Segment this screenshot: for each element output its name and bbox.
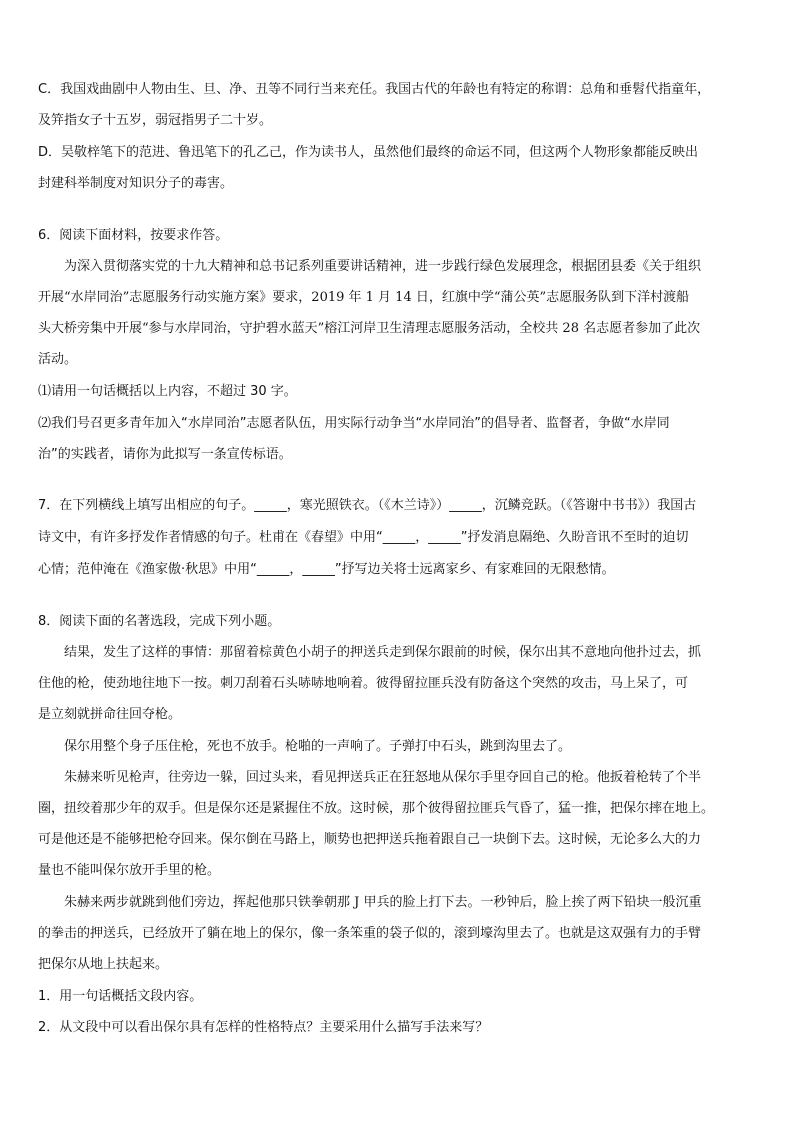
q8-passage-line: 朱赫来听见枪声，往旁边一躲，回过头来，看见押送兵正在狂怒地从保尔手里夺回自己的枪。他扳着枪转了个半 (64, 770, 702, 785)
q8-stem: 8．阅读下面的名著选段，完成下列小题。 (38, 614, 281, 629)
q6-material-line: 头大桥旁集中开展“参与水岸同治，守护碧水蓝天”榕江河岸卫生清理志愿服务活动，全校共 28 名志愿者参加了此次 (38, 321, 701, 336)
q8-passage-line: 把保尔从地上扶起来。 (38, 957, 169, 972)
q8-passage-line: 可是他还是不能够把枪夺回来。保尔倒在马路上，顺势也把押送兵拖着跟自己一块倒下去。这时候，无论多么大的力 (38, 832, 702, 847)
q6-sub1: ⑴请用一句话概括以上内容，不超过 30 字。 (38, 384, 297, 399)
q7-line3: 心情；范仲淹在《渔家傲·秋思》中用“_____，_____”抒写边关将士远离家乡、有家难回的无限愁情。 (38, 562, 615, 577)
q5-option-d-line2: 封建科举制度对知识分子的毒害。 (38, 176, 234, 191)
q8-sub1: 1．用一句话概括文段内容。 (38, 989, 203, 1004)
q8-passage-line: 住他的枪，使劲地往地下一按。刺刀刮着石头哧哧地响着。彼得留拉匪兵没有防备这个突然的攻击，马上呆了，可 (38, 676, 689, 691)
q5-option-d-line1: D．吴敬梓笔下的范进、鲁迅笔下的孔乙己，作为读书人，虽然他们最终的命运不同，但这两个人物形象都能反映出 (38, 145, 699, 160)
q8-passage-line: 的拳击的押送兵，已经放开了躺在地上的保尔，像一条笨重的袋子似的，滚到壕沟里去了。也就是这双强有力的手臂 (38, 926, 702, 941)
q8-passage-line: 保尔用整个身子压住枪，死也不放手。枪啪的一声响了。子弹打中石头，跳到沟里去了。 (64, 739, 572, 754)
q7-line1: 7．在下列横线上填写出相应的句子。_____，寒光照铁衣。（《木兰诗》）_____，沉鳞竞跃。（《答谢中书书》）我国古 (38, 498, 697, 513)
q8-passage-line: 朱赫来两步就跳到他们旁边，挥起他那只铁拳朝那 J 甲兵的脸上打下去。一秒钟后，脸上挨了两下铅块一般沉重 (64, 895, 702, 910)
q8-passage-line: 结果，发生了这样的事情：那留着棕黄色小胡子的押送兵走到保尔跟前的时候，保尔出其不意地向他扑过去，抓 (64, 645, 702, 660)
q7-line2: 诗文中，有许多抒发作者情感的句子。杜甫在《春望》中用“_____，_____”抒发消息隔绝、久盼音讯不至时的迫切 (38, 530, 689, 545)
q6-material-line: 为深入贯彻落实党的十九大精神和总书记系列重要讲话精神，进一步践行绿色发展理念，根据团县委《关于组织 (64, 259, 702, 274)
q6-sub2-line2: 治”的实践者，请你为此拟写一条宣传标语。 (38, 447, 292, 462)
q6-material-line: 活动。 (38, 352, 78, 367)
q5-option-c-line2: 及笄指女子十五岁，弱冠指男子二十岁。 (38, 113, 273, 128)
q8-sub2: 2．从文段中可以看出保尔具有怎样的性格特点？主要采用什么描写手法来写？ (38, 1020, 489, 1035)
q6-material-line: 开展“水岸同治”志愿服务行动实施方案》要求，2019 年 1 月 14 日，红旗中学“蒲公英”志愿服务队到下洋村渡船 (38, 290, 690, 305)
q6-sub2-line1: ⑵我们号召更多青年加入“水岸同治”志愿者队伍，用实际行动争当“水岸同治”的倡导者、监督者，争做“水岸同 (38, 416, 670, 431)
q8-passage-line: 量也不能叫保尔放开手里的枪。 (38, 863, 221, 878)
q5-option-c-line1: C．我国戏曲剧中人物由生、旦、净、丑等不同行当来充任。我国古代的年龄也有特定的称谓：总角和垂髫代指童年， (38, 82, 711, 97)
q8-passage-line: 是立刻就拼命往回夺枪。 (38, 707, 182, 722)
q6-stem: 6．阅读下面材料，按要求作答。 (38, 228, 229, 243)
q8-passage-line: 圈，扭绞着那少年的双手。但是保尔还是紧握住不放。这时候，那个彼得留拉匪兵气昏了，猛一推，把保尔摔在地上。 (38, 801, 715, 816)
